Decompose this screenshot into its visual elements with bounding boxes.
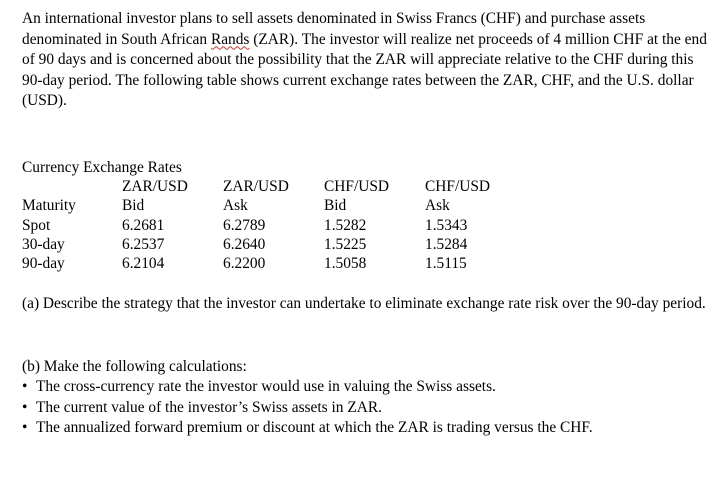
list-item [22,398,593,419]
table-cell: Spot [22,216,51,234]
header-cell: CHF/USD [425,178,491,195]
header-cell [22,177,122,196]
problem-statement [22,9,712,112]
table-cell: 6.2789 [223,216,266,234]
table-cell: 30-day [22,235,65,253]
table-cell: 1.5282 [324,216,367,234]
table-cell: 1.5284 [425,235,468,253]
table-cell: 1.5343 [425,216,468,234]
exchange-rate-table [22,177,505,273]
table-cell: 6.2640 [223,235,266,253]
bullet-icon: • [22,398,28,416]
spellcheck-flagged-word[interactable]: Rands [210,30,250,48]
header-cell: Bid [122,197,145,215]
table-row [22,235,505,254]
header-cell: Maturity [22,197,76,215]
header-cell: Bid [324,197,347,215]
table-cell: 1.5225 [324,235,367,253]
question-part-a: (a) Describe the strategy that the investor can undertake to eliminate exchange rate risk over the 90-day period. [22,295,706,312]
table-cell: 6.2200 [223,255,266,273]
list-item [22,377,593,398]
bullet-icon: • [22,378,28,395]
table-header-row-bottom [22,196,505,215]
header-cell: ZAR/USD [223,178,289,195]
table-header-row-top [22,177,505,196]
table-row [22,216,505,235]
table-cell: 1.5058 [324,255,367,273]
table-cell: 90-day [22,255,65,273]
header-cell: Ask [425,197,450,215]
calculation-list [22,377,593,439]
table-cell: 6.2537 [122,235,165,253]
problem-statement-part-2: (ZAR). The investor will realize net proceeds of 4 million CHF at the end of 90 days and is concerned about the possibility that the ZAR will appreciate relative to the CHF during this 90-day period. The following table shows current exchange rates between the ZAR, CHF, and the U.S. dollar (USD). [22,30,707,110]
list-item-text: The current value of the investor’s Swiss assets in ZAR. [36,398,382,416]
question-part-b-title: (b) Make the following calculations: [22,358,247,375]
table-cell: 6.2681 [122,216,165,234]
list-item-text: The annualized forward premium or discount at which the ZAR is trading versus the CHF. [36,419,593,437]
header-cell: Ask [223,197,248,215]
header-cell: ZAR/USD [122,178,188,195]
list-item [22,418,593,439]
header-cell: CHF/USD [324,178,390,195]
list-item-text: The cross-currency rate the investor would use in valuing the Swiss assets. [36,378,496,395]
table-title: Currency Exchange Rates [22,159,182,176]
bullet-icon: • [22,419,28,437]
table-row [22,254,505,273]
problem-statement-part-1: An international investor plans to sell assets denominated in Swiss Francs (CHF) and purchase assets denominated in South African [22,10,646,48]
table-cell: 1.5115 [425,255,467,273]
table-cell: 6.2104 [122,255,165,273]
